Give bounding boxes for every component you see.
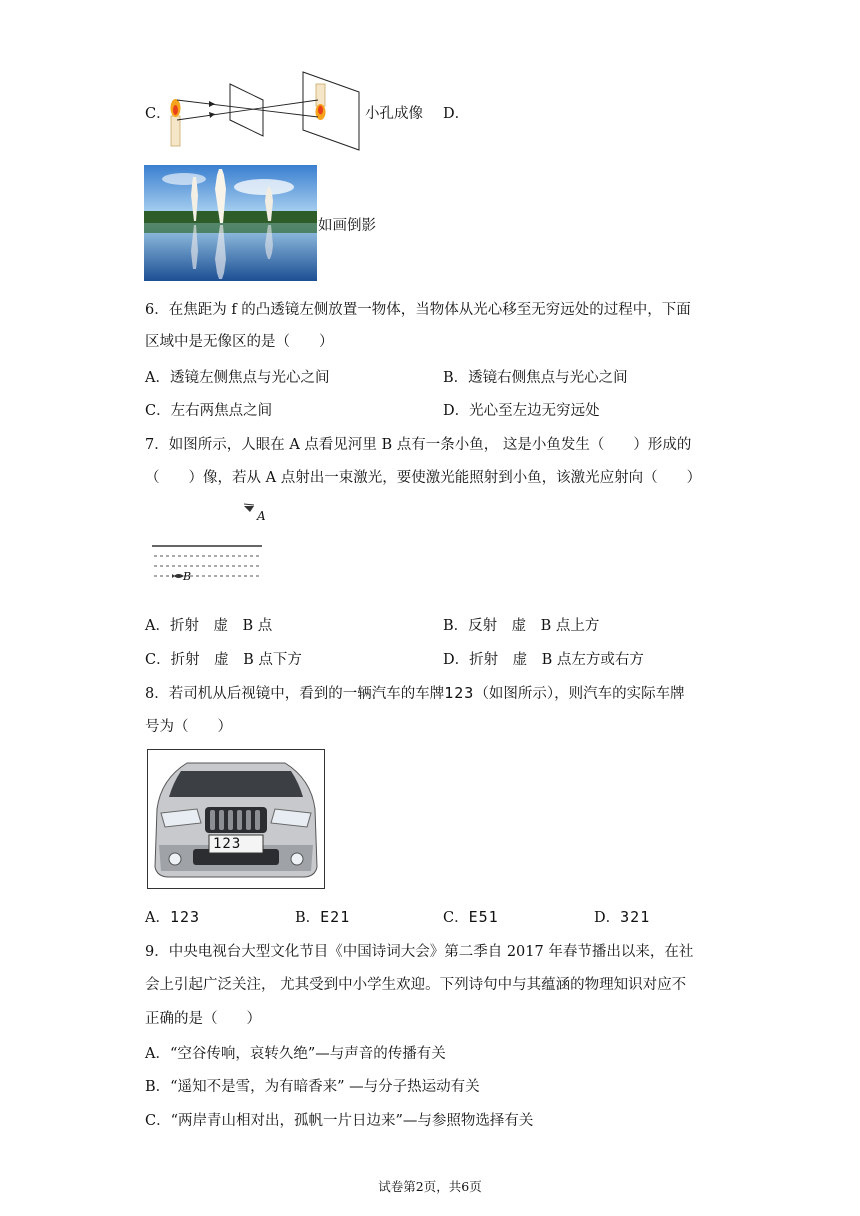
q8-option-c-value: E51 xyxy=(468,908,499,926)
candle-icon xyxy=(171,116,180,146)
q5-option-d-letter: D． xyxy=(443,106,470,122)
q8-option-d xyxy=(594,906,650,927)
image-screen xyxy=(303,72,359,150)
q8-option-c xyxy=(443,906,499,927)
q7-label-a: A xyxy=(257,509,266,523)
q6-stem-line1: 6．在焦距为 f 的凸透镜左侧放置一物体，当物体从光心移至无穷远处的过程中，下面 xyxy=(145,302,691,318)
q8-stem-post: （如图所示），则汽车的实际车牌 xyxy=(474,686,685,702)
q9-stem-line3: 正确的是（ ） xyxy=(145,1011,261,1027)
q7-stem-line1: 7．如图所示，人眼在 A 点看见河里 B 点有一条小鱼， 这是小鱼发生（ ）形成的 xyxy=(145,437,692,453)
q8-option-a xyxy=(145,906,200,927)
q5-option-c-caption: 小孔成像 xyxy=(365,106,423,122)
q9-stem-line1: 9．中央电视台大型文化节目《中国诗词大会》第二季自 2017 年春节播出以来，在社 xyxy=(145,944,694,960)
q7-option-b: B．反射 虚 B 点上方 xyxy=(443,618,600,634)
eye-icon xyxy=(244,506,254,512)
q7-label-b: B xyxy=(183,570,192,583)
q8-stem-line1 xyxy=(145,682,685,703)
q8-option-d-value: 321 xyxy=(620,908,651,926)
q7-option-d: D．折射 虚 B 点左方或右方 xyxy=(443,652,644,668)
q8-option-a-letter: A． xyxy=(145,910,170,926)
q9-option-b: B．“遥知不是雪，为有暗香来” —与分子热运动有关 xyxy=(145,1079,480,1095)
car-plate-text: 123 xyxy=(213,836,242,852)
q8-option-a-value: 123 xyxy=(169,908,201,926)
q5-option-d-caption: 如画倒影 xyxy=(318,218,376,234)
q8-stem-pre: 8．若司机从后视镜中，看到的一辆汽车的车牌 xyxy=(145,686,445,702)
q8-option-d-letter: D． xyxy=(594,910,621,926)
q8-option-b xyxy=(295,906,350,927)
q6-option-d: D．光心至左边无穷远处 xyxy=(443,403,600,419)
car-front-illustration xyxy=(147,749,325,889)
q8-stem-line2: 号为（ ） xyxy=(145,719,232,735)
q9-option-a: A．“空谷传响，哀转久绝”—与声音的传播有关 xyxy=(145,1046,446,1062)
pinhole-camera-diagram xyxy=(165,70,365,152)
q6-option-b: B．透镜右侧焦点与光心之间 xyxy=(443,370,628,386)
q9-option-c: C．“两岸青山相对出，孤帆一片日边来”—与参照物选择有关 xyxy=(145,1113,534,1129)
q7-option-a: A．折射 虚 B 点 xyxy=(145,618,273,634)
q8-option-b-letter: B． xyxy=(295,910,321,926)
q6-option-a: A．透镜左侧焦点与光心之间 xyxy=(145,370,330,386)
inverted-candle-image xyxy=(316,84,325,106)
q6-option-c: C．左右两焦点之间 xyxy=(145,403,273,419)
q7-stem-line2: （ ）像，若从 A 点射出一束激光，要使激光能照射到小鱼，该激光应射向（ ） xyxy=(145,470,702,486)
river-fish-diagram xyxy=(150,500,270,590)
q5-option-c-letter: C． xyxy=(145,106,171,122)
q7-option-c: C．折射 虚 B 点下方 xyxy=(145,652,302,668)
q9-stem-line2: 会上引起广泛关注， 尤其受到中小学生欢迎。下列诗句中与其蕴涵的物理知识对应不 xyxy=(145,977,687,993)
q8-option-c-letter: C． xyxy=(443,910,469,926)
q6-stem-line2: 区域中是无像区的是（ ） xyxy=(145,334,334,350)
q8-option-b-value: E21 xyxy=(320,908,351,926)
q8-plate-seen: 123 xyxy=(444,684,475,702)
page-footer: 试卷第2页，共6页 xyxy=(378,1179,482,1194)
pagoda-reflection-photo xyxy=(144,165,317,281)
